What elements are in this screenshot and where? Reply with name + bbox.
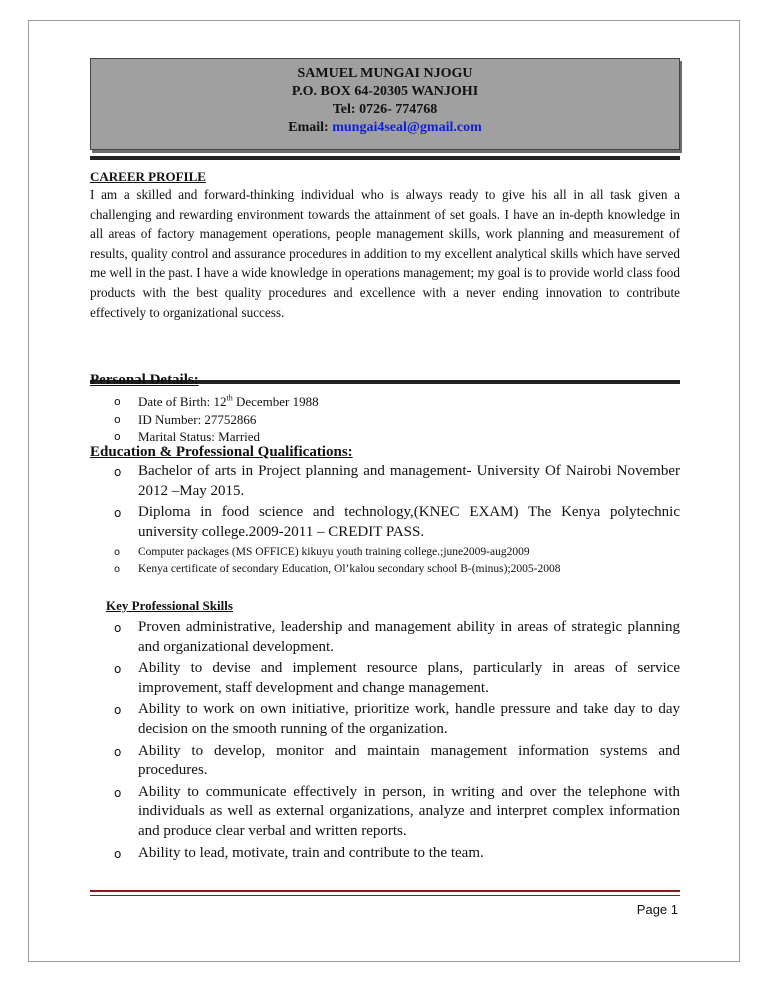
bullet-icon: o [114,621,122,635]
personal-details-section [90,372,680,446]
education-section [90,444,680,578]
list-item: o Ability to communicate effectively in person, in writing and over the telephone with individuals as well as external organizations, analyze and interpret complex information and produce clear verbal and written reports. [114,783,680,839]
bullet-icon: o [114,465,122,479]
email-label: Email: [288,120,333,135]
list-item: o Bachelor of arts in Project planning and management- University Of Nairobi November 2012 –May 2015. [114,463,680,499]
list-item: o Diploma in food science and technology,(KNEC EXAM) The Kenya polytechnic university college.2009-2011 – CREDIT PASS. [114,504,680,540]
email-line [91,119,679,137]
personal-details-heading: Personal Details: [90,372,199,388]
career-profile-text: I am a skilled and forward-thinking individual who is always ready to give his all in all task given a challenging and rewarding environment towards the attainment of set goals. I have an in-depth knowledge in all areas of factory management operations, people management skills, work planning and measurement of results, quality control and assurance procedures in addition to my excellent analytical skills which have served me well in the past. I have a wide knowledge in operations management; my goal is to provide world class food products with the best quality procedures and excellence with a never ending innovation to contribute effectively to organizational success. [90,187,680,320]
list-item: o ID Number: 27752866 [114,411,257,427]
list-item: o Date of Birth: 12th December 1988 [114,393,319,409]
list-item: o Ability to devise and implement resource plans, particularly in areas of service improvement, staff development and change management. [114,660,680,696]
list-item: o Computer packages (MS OFFICE) kikuyu youth training college.;june2009-aug2009 [90,544,680,561]
career-profile-heading: CAREER PROFILE [90,169,206,184]
bullet-icon: o [114,846,122,861]
header-box [90,58,680,150]
list-item: o Kenya certificate of secondary Education, Ol’kalou secondary school B-(minus);2005-2008 [90,561,680,578]
education-heading: Education & Professional Qualifications: [90,444,353,460]
personal-details-list [90,393,680,446]
footer-rule [90,895,680,896]
postal-address: P.O. BOX 64-20305 WANJOHI [291,84,479,99]
bullet-icon: o [114,412,121,426]
list-item: o Ability to lead, motivate, train and contribute to the team. [90,844,680,864]
bullet-icon: o [114,547,121,559]
email-link[interactable]: mungai4seal@gmail.com [332,120,482,135]
list-item: o Ability to develop, monitor and maintain management information systems and procedures. [114,742,680,779]
education-list-minor [90,544,680,578]
footer-rule [90,890,680,892]
skills-list [90,618,680,863]
divider-rule [90,156,680,160]
skills-heading: Key Professional Skills [106,598,233,613]
bullet-icon: o [114,430,121,443]
bullet-icon: o [114,703,122,718]
bullet-icon: o [114,744,122,759]
skills-section [90,598,680,865]
bullet-icon: o [114,662,122,677]
career-profile-section [90,169,680,322]
list-item: o Proven administrative, leadership and management ability in areas of strategic planning and organizational development. [114,619,680,655]
candidate-name: SAMUEL MUNGAI NJOGU [297,66,473,81]
bullet-icon: o [114,506,122,521]
list-item: o Marital Status: Married [114,429,261,444]
telephone: Tel: 0726- 774768 [332,102,438,117]
bullet-icon: o [114,564,121,576]
education-list [90,462,680,542]
page-number: Page 1 [636,902,678,917]
list-item: o Ability to work on own initiative, prioritize work, handle pressure and take day to day decision on the smooth running of the organization. [114,701,680,737]
bullet-icon: o [114,395,121,408]
bullet-icon: o [114,785,122,800]
